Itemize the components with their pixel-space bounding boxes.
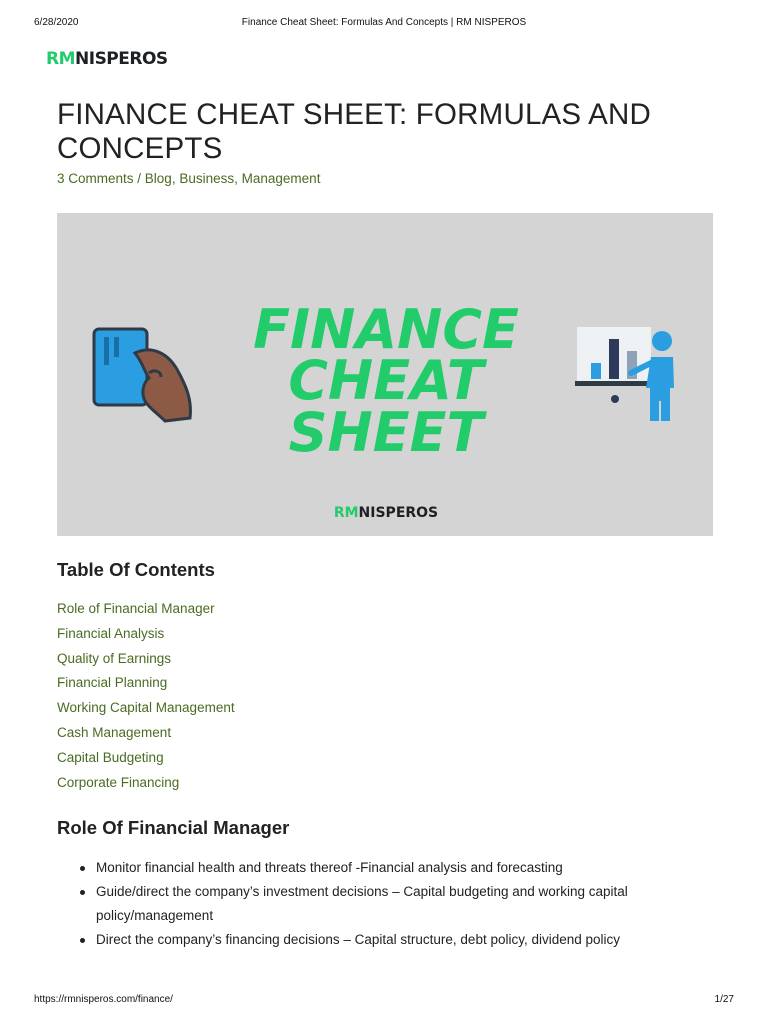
toc-link-financial-analysis[interactable]: Financial Analysis [57,625,165,641]
section-heading-role-of-financial-manager: Role Of Financial Manager [57,817,290,838]
toc-item [57,624,235,649]
toc-link-quality-of-earnings[interactable]: Quality of Earnings [57,650,172,666]
print-date: 6/28/2020 [34,17,79,28]
bullet-item: Direct the company’s financing decisions – Capital structure, debt policy, dividend policy [57,928,707,952]
toc-item [57,649,235,674]
bullet-item: Guide/direct the company’s investment decisions – Capital budgeting and working capital policy/management [57,880,707,928]
category-link-management[interactable]: Management [241,171,321,186]
bullet-item: Monitor financial health and threats thereof -Financial analysis and forecasting [57,856,707,880]
toc-heading: Table Of Contents [57,559,215,580]
print-url: https://rmnisperos.com/finance/ [34,994,173,1005]
toc-link-capital-budgeting[interactable]: Capital Budgeting [57,749,164,765]
hero-logo [334,505,438,521]
toc-link-cash-management[interactable]: Cash Management [57,724,172,740]
print-header [34,17,734,31]
category-link-blog[interactable]: Blog [144,171,172,186]
logo-rm: RM [46,49,76,69]
meta-separator: / [133,171,145,186]
toc-item [57,723,235,748]
logo-nisperos: NISPEROS [75,49,168,69]
category-link-business[interactable]: Business [179,171,235,186]
print-page-number: 1/27 [714,994,734,1005]
print-footer [34,994,734,1008]
hero-image [57,213,713,536]
toc-link-role-of-financial-manager[interactable]: Role of Financial Manager [57,601,215,616]
toc-item [57,698,235,723]
toc-item [57,599,235,624]
print-title: Finance Cheat Sheet: Formulas And Concepts | RM NISPEROS [241,17,527,28]
comments-link[interactable]: 3 Comments [57,171,134,186]
toc-item [57,673,235,698]
hero-logo-rm: RM [333,505,359,521]
site-logo[interactable] [46,49,168,69]
post-meta: 3 Comments / Blog, Business, Management [57,171,321,186]
hero-line-cheat: CHEAT [288,349,484,412]
toc-list [57,599,235,797]
toc-link-financial-planning[interactable]: Financial Planning [57,675,168,691]
toc-item [57,773,235,798]
bullet-list [57,856,707,952]
hero-logo-nisperos: NISPEROS [358,505,439,521]
toc-link-corporate-financing[interactable]: Corporate Financing [57,774,180,790]
toc-item [57,748,235,773]
hero-line-sheet: SHEET [288,401,484,464]
hero-line-finance: FINANCE [253,298,519,361]
post-title: FINANCE CHEAT SHEET: FORMULAS AND CONCEPTS [57,98,651,165]
toc-link-working-capital-management[interactable]: Working Capital Management [57,700,235,716]
